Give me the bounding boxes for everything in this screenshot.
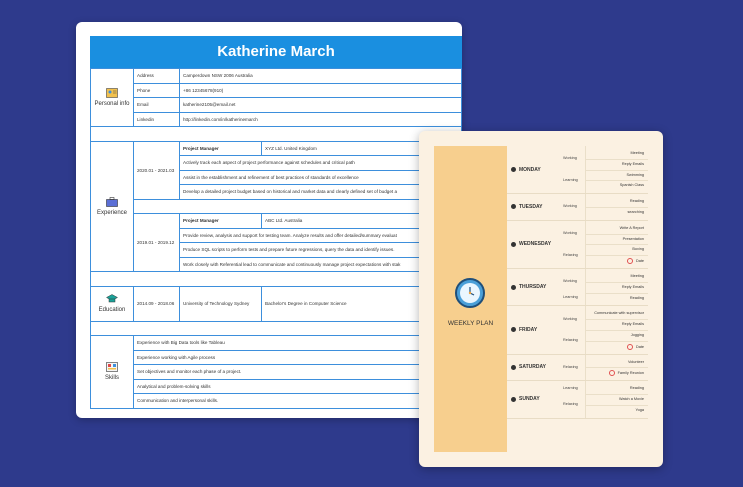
day-friday bbox=[507, 306, 648, 354]
day-name bbox=[511, 327, 537, 333]
table-row bbox=[91, 214, 462, 229]
table-row bbox=[91, 394, 462, 409]
linkedin-label: Linkedin bbox=[134, 112, 180, 127]
weekly-plan-title: WEEKLY PLAN bbox=[447, 320, 494, 327]
activity-item: Reading bbox=[629, 386, 644, 391]
activity-item: Family Reunion bbox=[609, 370, 644, 376]
job2-company: ABC Ltd. Australia bbox=[262, 214, 462, 229]
phone-value: +86 12345678(910) bbox=[180, 83, 462, 98]
activity-item: Reading bbox=[629, 295, 644, 300]
activity-group: Working bbox=[563, 316, 577, 321]
email-label: Email bbox=[134, 98, 180, 113]
table-row bbox=[91, 336, 462, 351]
job1-role: Project Manager bbox=[180, 141, 262, 156]
job2-date: 2019.01 - 2019.12 bbox=[134, 214, 180, 272]
graduation-cap-icon bbox=[106, 294, 118, 304]
activity-item: Swimming bbox=[626, 172, 644, 177]
table-row bbox=[91, 98, 462, 113]
activity-group: Working bbox=[563, 204, 577, 209]
day-tuesday bbox=[507, 194, 648, 221]
resume-card bbox=[76, 22, 462, 418]
activity-item: Jogging bbox=[630, 332, 644, 337]
email-value: katherine2105@email.net bbox=[180, 98, 462, 113]
table-row bbox=[91, 141, 462, 156]
activity-item: Meeting bbox=[630, 273, 644, 278]
clock-icon bbox=[455, 278, 485, 308]
activity-item: Volunteer bbox=[627, 359, 644, 364]
skill-item: Set objectives and monitor each phase of a project. bbox=[134, 365, 462, 380]
job2-role: Project Manager bbox=[180, 214, 262, 229]
table-row bbox=[91, 112, 462, 127]
activity-group: Relaxing bbox=[563, 402, 578, 407]
activity-item: Reply Emails bbox=[621, 161, 644, 166]
resume-table bbox=[90, 68, 462, 409]
skills-section bbox=[91, 336, 134, 409]
activity-item: Presentation bbox=[622, 236, 644, 241]
education-label: Education bbox=[98, 307, 126, 313]
activity-item: Reply Emails bbox=[621, 322, 644, 327]
activity-item: Watch a Movie bbox=[619, 396, 644, 401]
phone-label: Phone bbox=[134, 83, 180, 98]
id-card-icon bbox=[106, 88, 118, 98]
table-row bbox=[91, 350, 462, 365]
experience-section bbox=[91, 141, 134, 272]
day-name bbox=[511, 241, 551, 247]
day-wednesday bbox=[507, 221, 648, 269]
job1-line: Develop a detailed project budget based on historical and market data and clearly defined set of budget a bbox=[180, 185, 462, 200]
table-row bbox=[91, 83, 462, 98]
activity-group: Relaxing bbox=[563, 338, 578, 343]
resume-content bbox=[90, 36, 462, 409]
activity-item: Write A Report bbox=[619, 225, 644, 230]
day-label: MONDAY bbox=[519, 166, 541, 173]
day-name bbox=[511, 204, 542, 210]
days-list bbox=[507, 146, 648, 419]
day-label: TUESDAY bbox=[519, 203, 543, 210]
day-label: SUNDAY bbox=[519, 396, 540, 403]
table-row bbox=[91, 286, 462, 321]
job1-date: 2020.01 - 2021.03 bbox=[134, 141, 180, 199]
activity-group: Relaxing bbox=[563, 252, 578, 257]
experience-label: Experience bbox=[96, 209, 128, 216]
day-bullet-icon bbox=[511, 167, 516, 172]
day-bullet-icon bbox=[511, 285, 516, 290]
personal-info-label: Personal info bbox=[94, 101, 130, 107]
day-name bbox=[511, 284, 546, 290]
education-section bbox=[91, 286, 134, 321]
skills-icon bbox=[106, 362, 118, 372]
weekly-plan-card bbox=[419, 131, 663, 467]
activity-item: Meeting bbox=[630, 151, 644, 155]
activity-group: Learning bbox=[563, 386, 578, 391]
job2-line: Produce SQL scripts to perform tests and prepare future regressions, query the data and identify issues. bbox=[180, 243, 462, 258]
resume-name: Katherine March bbox=[90, 36, 462, 68]
briefcase-icon bbox=[106, 197, 118, 207]
personal-info-section bbox=[91, 69, 134, 127]
day-monday bbox=[507, 146, 648, 194]
address-value: Camperdown NSW 2006 Australia bbox=[180, 69, 462, 84]
activity-item: Yoga bbox=[635, 407, 644, 412]
day-label: WEDNESDAY bbox=[519, 241, 552, 248]
table-row bbox=[91, 365, 462, 380]
activity-item: Communicate with supervisor bbox=[594, 311, 644, 316]
day-name bbox=[511, 364, 546, 370]
day-thursday bbox=[507, 269, 648, 306]
spacer-row bbox=[91, 321, 462, 336]
activity-item: Spanish Class bbox=[619, 183, 644, 188]
activity-group: Working bbox=[563, 279, 577, 284]
job1-line: Assist in the establishment and refinement of best practices of standards of excellence bbox=[180, 170, 462, 185]
table-row bbox=[91, 379, 462, 394]
activity-group: Relaxing bbox=[563, 364, 578, 369]
activity-group: Working bbox=[563, 156, 577, 161]
marker-circle-icon bbox=[627, 258, 633, 264]
activity-group: Learning bbox=[563, 177, 578, 182]
skills-label: Skills bbox=[104, 375, 119, 382]
day-label: SATURDAY bbox=[519, 364, 546, 371]
skill-item: Experience with Big Data tools like Tableau bbox=[134, 336, 462, 351]
activity-group: Working bbox=[563, 231, 577, 236]
day-saturday bbox=[507, 355, 648, 382]
activity-item: Date bbox=[627, 344, 644, 350]
day-name bbox=[511, 396, 540, 402]
day-bullet-icon bbox=[511, 365, 516, 370]
day-bullet-icon bbox=[511, 204, 516, 209]
day-name bbox=[511, 167, 541, 173]
weekly-plan-sidebar bbox=[434, 146, 507, 452]
activity-item: Reply Emails bbox=[621, 284, 644, 289]
job2-line: Provide review, analysis and support for testing team. Analyze results and offer detailed/summary evaluat bbox=[180, 228, 462, 243]
day-label: THURSDAY bbox=[519, 284, 547, 291]
day-label: FRIDAY bbox=[519, 326, 538, 333]
spacer-row bbox=[91, 199, 462, 214]
activity-item: Date bbox=[627, 258, 644, 264]
education-date: 2014.09 - 2018.06 bbox=[134, 286, 180, 321]
skill-item: Experience working with Agile process bbox=[134, 350, 462, 365]
day-bullet-icon bbox=[511, 327, 516, 332]
linkedin-value: http://linkedin.com/in/katherinemarch bbox=[180, 112, 462, 127]
marker-circle-icon bbox=[627, 344, 633, 350]
table-row bbox=[91, 69, 462, 84]
address-label: Address bbox=[134, 69, 180, 84]
marker-circle-icon bbox=[609, 370, 615, 376]
job1-line: Actively track each aspect of project performance against schedules and critical path bbox=[180, 156, 462, 171]
skill-item: Analytical and problem-solving skills bbox=[134, 379, 462, 394]
activity-item: Reading bbox=[629, 199, 644, 204]
spacer-row bbox=[91, 272, 462, 287]
job2-line: Work closely with Referential lead to communicate and continuously manage project expectations with stak bbox=[180, 257, 462, 272]
skill-item: Communication and interpersonal skills. bbox=[134, 394, 462, 409]
activity-group: Learning bbox=[563, 295, 578, 300]
day-sunday bbox=[507, 381, 648, 418]
activity-item: searching bbox=[627, 209, 644, 214]
education-degree: Bachelor's Degree in Computer Science bbox=[262, 286, 462, 321]
activity-item: Boxing bbox=[632, 247, 644, 252]
day-bullet-icon bbox=[511, 242, 516, 247]
spacer-row bbox=[91, 127, 462, 142]
education-school: University of Technology Sydney bbox=[180, 286, 262, 321]
day-bullet-icon bbox=[511, 397, 516, 402]
job1-company: XYZ Ltd. United Kingdom bbox=[262, 141, 462, 156]
